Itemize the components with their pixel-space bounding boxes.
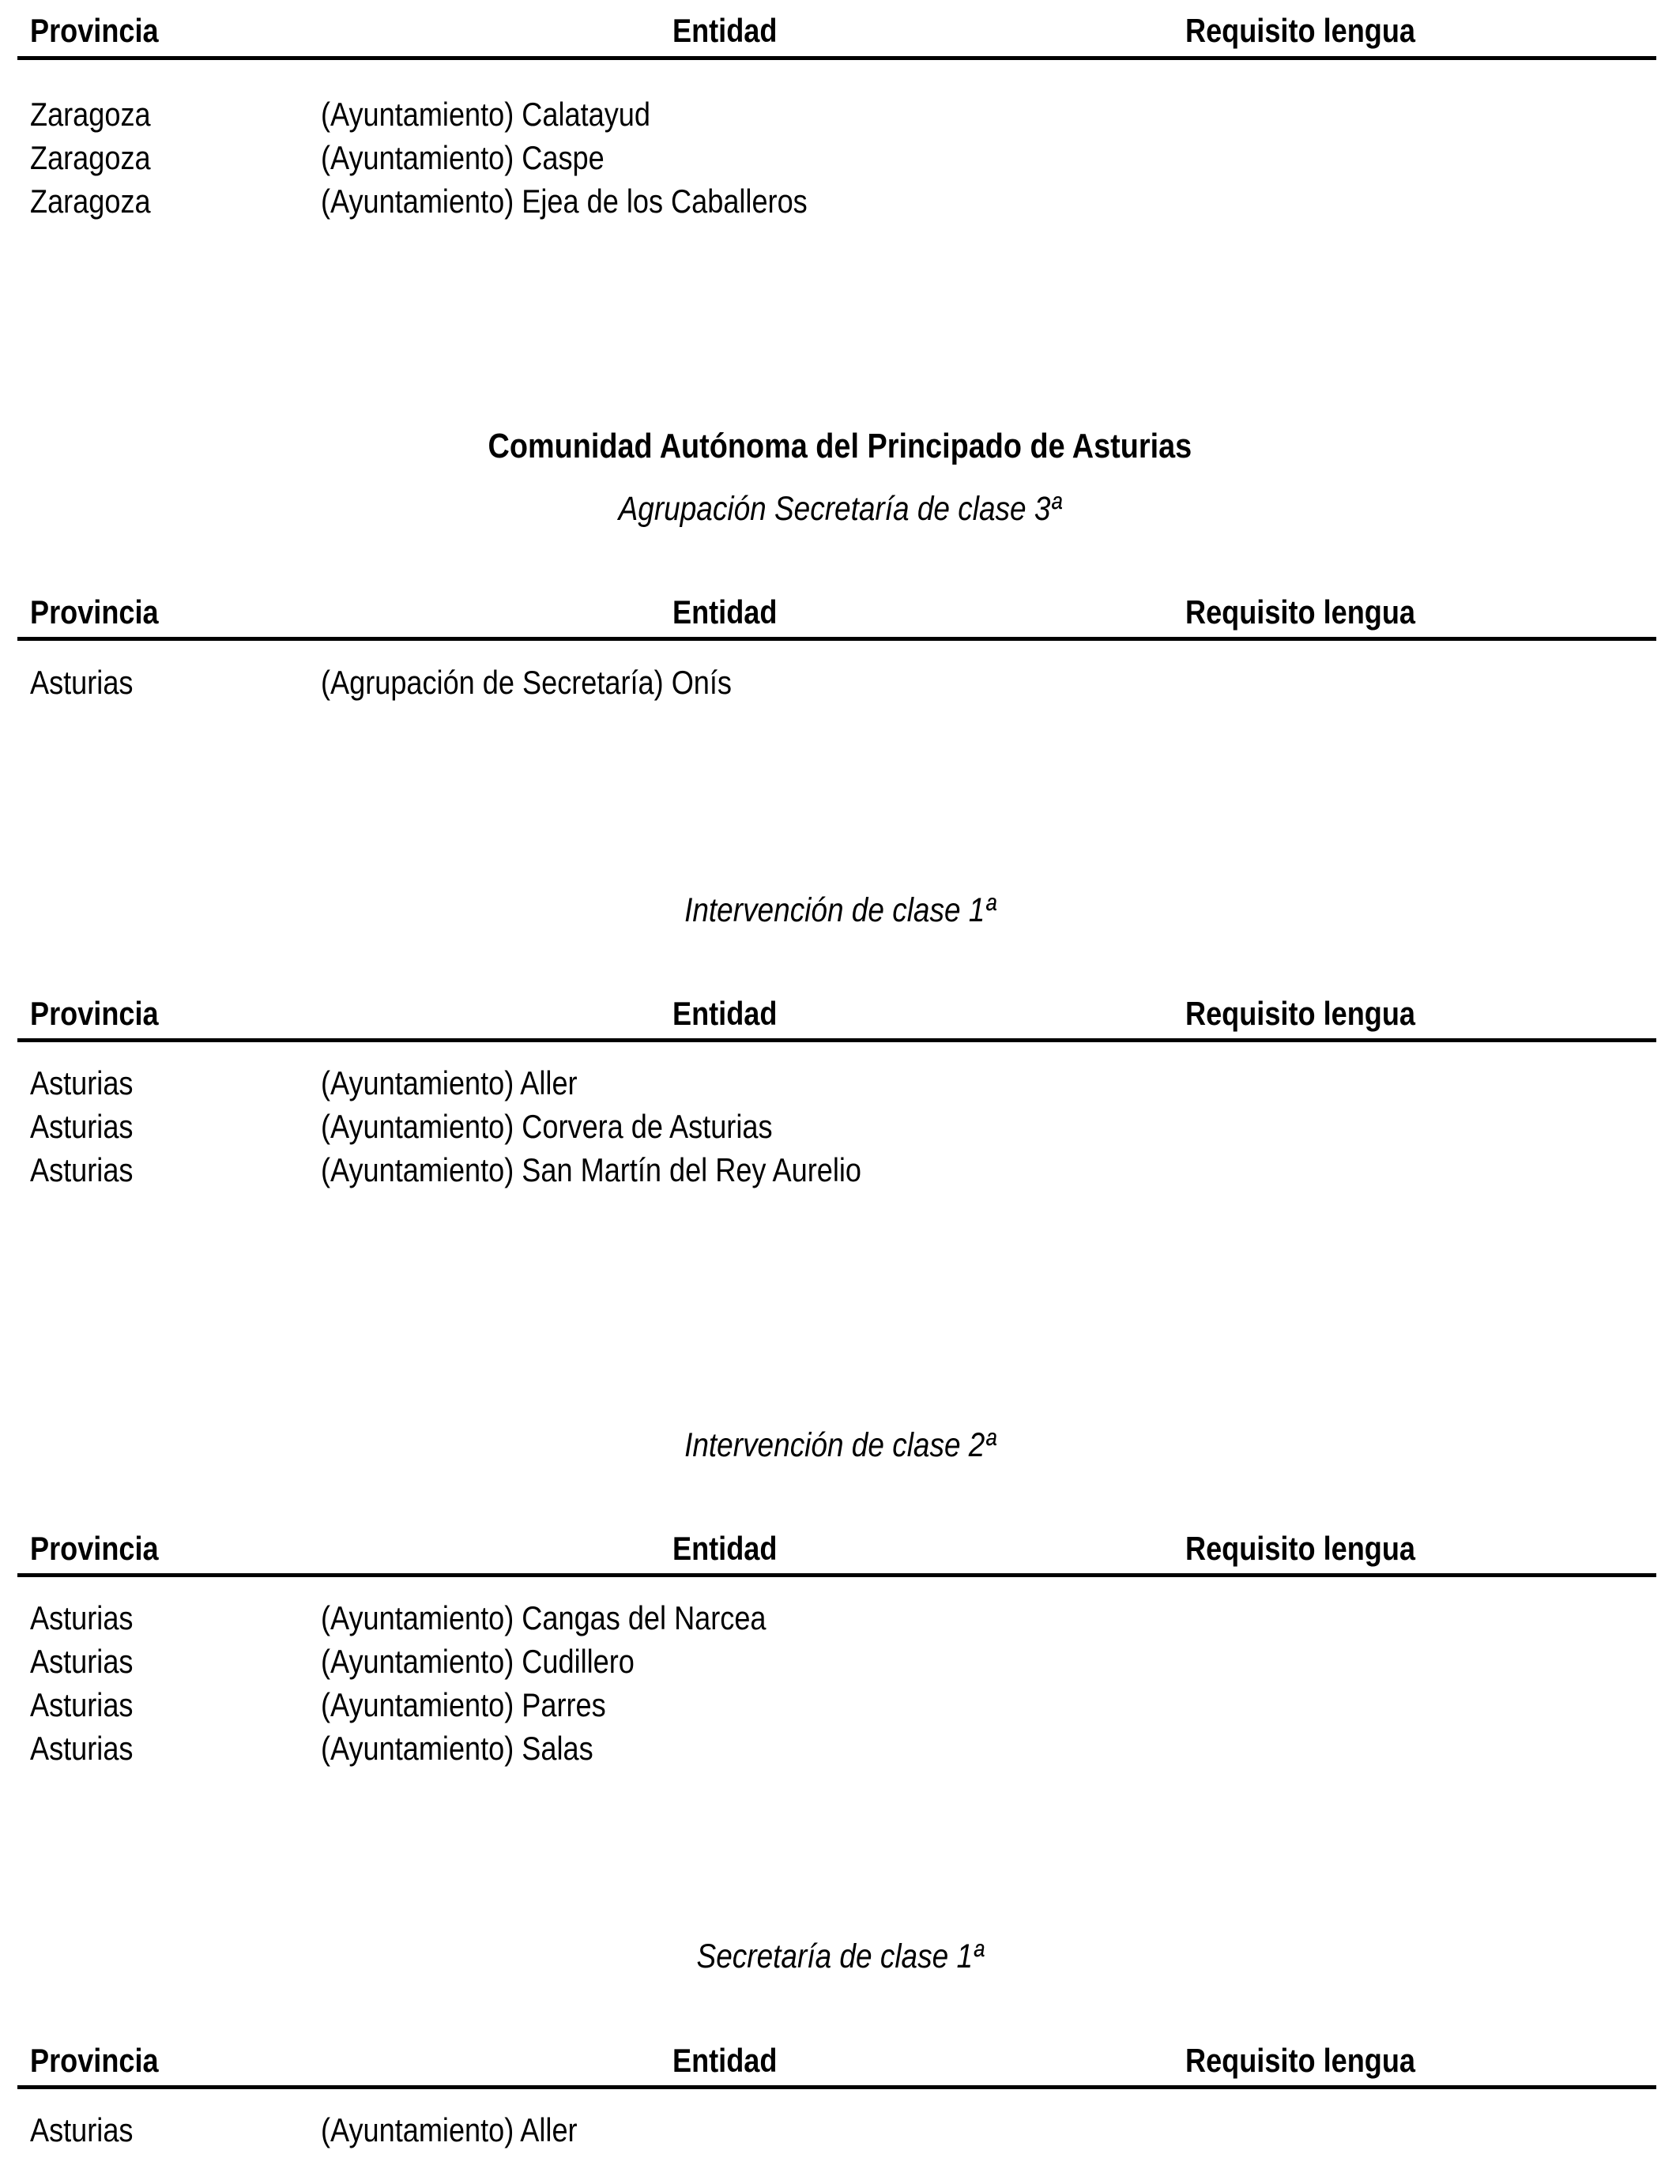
row-provincia: Zaragoza [30,183,151,220]
header-rule [17,637,1656,641]
header-provincia: Provincia [30,2042,159,2079]
row-entidad: (Ayuntamiento) Calatayud [321,96,650,133]
row-entidad: (Ayuntamiento) Ejea de los Caballeros [321,183,808,220]
header-entidad: Entidad [672,2042,778,2079]
header-requisito-lengua: Requisito lengua [1185,593,1415,631]
row-provincia: Asturias [30,1108,134,1145]
header-requisito-lengua: Requisito lengua [1185,995,1415,1032]
header-requisito-lengua: Requisito lengua [1185,12,1415,49]
row-entidad: (Ayuntamiento) Caspe [321,139,605,176]
row-entidad: (Ayuntamiento) Parres [321,1686,606,1723]
header-rule [17,2085,1656,2089]
community-title: Comunidad Autónoma del Principado de Asturias [488,427,1192,465]
row-provincia: Asturias [30,2111,134,2148]
row-entidad: (Ayuntamiento) Corvera de Asturias [321,1108,773,1145]
row-entidad: (Ayuntamiento) Aller [321,1064,578,1101]
row-entidad: (Ayuntamiento) Cudillero [321,1643,635,1680]
header-entidad: Entidad [672,12,778,49]
section-subtitle: Intervención de clase 2ª [684,1426,996,1464]
row-provincia: Asturias [30,664,134,701]
row-provincia: Zaragoza [30,96,151,133]
row-provincia: Asturias [30,1599,134,1636]
row-provincia: Asturias [30,1064,134,1101]
header-rule [17,1573,1656,1577]
header-rule [17,56,1656,60]
section-subtitle: Secretaría de clase 1ª [696,1937,984,1975]
header-entidad: Entidad [672,995,778,1032]
section-subtitle: Intervención de clase 1ª [684,891,996,929]
header-entidad: Entidad [672,593,778,631]
row-provincia: Asturias [30,1643,134,1680]
header-provincia: Provincia [30,1530,159,1567]
row-entidad: (Ayuntamiento) Aller [321,2111,578,2148]
header-provincia: Provincia [30,995,159,1032]
row-provincia: Asturias [30,1730,134,1767]
header-entidad: Entidad [672,1530,778,1567]
row-provincia: Zaragoza [30,139,151,176]
section-subtitle: Agrupación Secretaría de clase 3ª [618,490,1062,528]
row-provincia: Asturias [30,1686,134,1723]
row-entidad: (Agrupación de Secretaría) Onís [321,664,732,701]
header-provincia: Provincia [30,12,159,49]
header-requisito-lengua: Requisito lengua [1185,2042,1415,2079]
header-requisito-lengua: Requisito lengua [1185,1530,1415,1567]
row-entidad: (Ayuntamiento) San Martín del Rey Aurelio [321,1151,861,1188]
row-entidad: (Ayuntamiento) Salas [321,1730,593,1767]
row-entidad: (Ayuntamiento) Cangas del Narcea [321,1599,767,1636]
header-rule [17,1038,1656,1042]
header-provincia: Provincia [30,593,159,631]
row-provincia: Asturias [30,1151,134,1188]
